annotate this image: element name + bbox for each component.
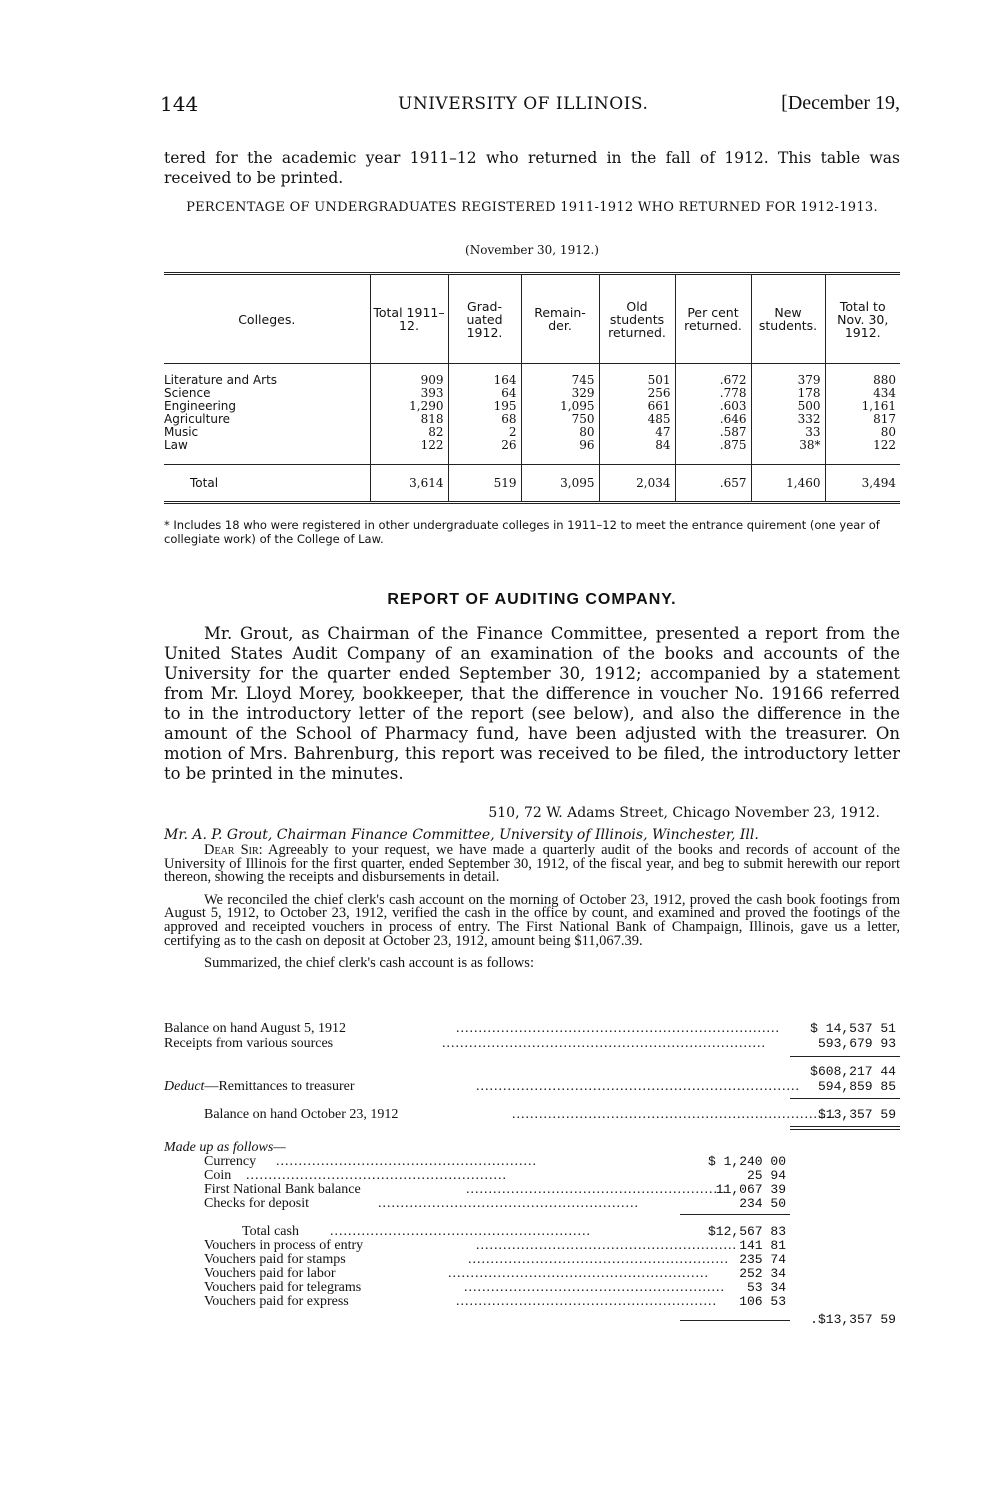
leader-dots: ........................................................................ (476, 1079, 800, 1094)
col-header-colleges: Colleges. (238, 311, 296, 327)
cell-total-nov: 434 (825, 387, 900, 400)
leader-dots: .......................................................... (330, 1224, 591, 1239)
col-header-graduated: Grad- uated 1912. (448, 274, 521, 364)
cell-old: 47 (599, 426, 675, 439)
account-line (164, 1196, 900, 1210)
report-paragraph (164, 624, 900, 784)
cell-new: 178 (751, 387, 825, 400)
cell-total: 1,290 (370, 400, 448, 413)
cell-new: 332 (751, 413, 825, 426)
cell-remainder: 1,095 (521, 400, 599, 413)
cell-percent: .587 (675, 426, 751, 439)
col-header-total-nov: Total to Nov. 30, 1912. (825, 274, 900, 364)
account-label: Receipts from various sources (164, 1036, 334, 1051)
dear-sir: Dear Sir: (204, 842, 263, 858)
cell-college: Total (164, 465, 370, 503)
sum-rule (680, 1214, 790, 1215)
cell-new: 500 (751, 400, 825, 413)
cell-percent: .646 (675, 413, 751, 426)
cell-old: 84 (599, 439, 675, 465)
footnote: * Includes 18 who were registered in other undergraduate colleges in 1911–12 to meet the entrance quirement (one year of collegiate work) of the College of Law. (164, 518, 880, 546)
leader-dots: .......................................................... (464, 1280, 725, 1295)
letter-paragraph (164, 844, 900, 885)
letter-address: 510, 72 W. Adams Street, Chicago November 23, 1912. (488, 805, 880, 821)
table-header-row (164, 274, 900, 364)
made-up-label: Made up as follows— (164, 1140, 286, 1155)
cell-graduated: 64 (448, 387, 521, 400)
account-label: Balance on hand August 5, 1912 (164, 1021, 346, 1036)
account-line (164, 1182, 900, 1196)
cell-new: 38* (751, 439, 825, 465)
cell-new: 33 (751, 426, 825, 439)
cell-total-nov: 122 (825, 439, 900, 465)
account-label: Vouchers paid for telegrams (204, 1280, 362, 1295)
table-row (164, 413, 900, 426)
running-header (160, 92, 900, 116)
account-amount: 234 50 (739, 1196, 786, 1211)
header-date: [December 19, (781, 92, 900, 114)
leader-dots: ........................................................................ (512, 1107, 836, 1122)
cell-new: 379 (751, 364, 825, 388)
cell-college: Engineering (164, 399, 236, 413)
cell-graduated: 519 (448, 465, 521, 503)
account-amount: $13,357 59 (817, 1107, 896, 1122)
cell-college: Music (164, 425, 199, 439)
running-title: UNIVERSITY OF ILLINOIS. (398, 94, 649, 114)
leader-dots: .......................................................... (476, 1238, 737, 1253)
total-rule (790, 1126, 900, 1127)
account-amount: 11,067 39 (715, 1182, 786, 1197)
made-up-heading (164, 1140, 900, 1154)
cell-total-nov: 817 (825, 413, 900, 426)
account-amount: $ 14,537 51 (810, 1021, 896, 1036)
leader-dots: .......................................................... (448, 1266, 709, 1281)
cell-total-nov: 880 (825, 364, 900, 388)
account-line (164, 1294, 900, 1308)
cell-remainder: 96 (521, 439, 599, 465)
table-total-row (164, 465, 900, 503)
account-line (164, 1168, 900, 1182)
letter-paragraph-1: Agreeably to your request, we have made a quarterly audit of the books and records of account of the University of Illinois for the first quarter, ended September 30, 1912, of the fiscal year, and beg to submit herewith our report thereon, showing the receipts and disbursements in detail. (164, 842, 900, 886)
leader-dots: .......................................................... (378, 1196, 639, 1211)
account-amount: $ 1,240 00 (707, 1154, 786, 1169)
cell-graduated: 164 (448, 364, 521, 388)
account-line (164, 1036, 900, 1050)
cell-remainder: 3,095 (521, 465, 599, 503)
account-label: Total cash (242, 1224, 299, 1239)
leader-dots: .......................................................... (466, 1182, 727, 1197)
cell-graduated: 2 (448, 426, 521, 439)
cell-graduated: 68 (448, 413, 521, 426)
cell-total-nov: 3,494 (825, 465, 900, 503)
intro-text: tered for the academic year 1911–12 who returned in the fall of 1912. This table was received to be printed. (164, 149, 900, 187)
account-amount: $608,217 44 (810, 1064, 896, 1079)
cell-old: 485 (599, 413, 675, 426)
returns-table (164, 272, 900, 504)
account-label: Vouchers paid for labor (204, 1266, 336, 1281)
account-label: First National Bank balance (204, 1182, 361, 1197)
leader-dots: .......................................................... (276, 1154, 537, 1169)
account-label: Currency (204, 1154, 257, 1169)
sum-rule (790, 1056, 900, 1057)
sum-rule (790, 1098, 900, 1099)
deduct-label: —Remittances to treasurer (204, 1079, 355, 1094)
account-line (164, 1154, 900, 1168)
letter-salutation: Mr. A. P. Grout, Chairman Finance Committee, University of Illinois, Winchester, Ill. (164, 827, 759, 843)
deduct-prefix: Deduct (164, 1079, 205, 1094)
col-header-total: Total 1911–12. (370, 274, 448, 364)
cell-college: Agriculture (164, 412, 230, 426)
cell-percent: .603 (675, 400, 751, 413)
table-date: (November 30, 1912.) (465, 243, 599, 257)
col-header-new-students: New students. (751, 274, 825, 364)
cell-remainder: 745 (521, 364, 599, 388)
cell-old: 256 (599, 387, 675, 400)
col-header-percent: Per cent returned. (675, 274, 751, 364)
account-amount: $12,567 83 (707, 1224, 786, 1239)
cell-total: 82 (370, 426, 448, 439)
report-paragraph-text: Mr. Grout, as Chairman of the Finance Committee, presented a report from the United States Audit Company of an examination of the books and accounts of the University for the quarter ended September 30, 1912; accompanied by a statement from Mr. Lloyd Morey, bookkeeper, that the difference in voucher No. 19166 referred to in the introductory letter of the report (see below), and also the difference in the amount of the School of Pharmacy fund, have been adjusted with the treasurer. On motion of Mrs. Bahrenburg, this report was received to be filed, the introductory letter to be printed in the minutes. (164, 624, 900, 783)
account-label: Coin (204, 1168, 232, 1183)
account-line (164, 1064, 900, 1078)
cell-total: 909 (370, 364, 448, 388)
cell-college: Science (164, 386, 211, 400)
account-line (164, 1021, 900, 1035)
table-row (164, 400, 900, 413)
cell-new: 1,460 (751, 465, 825, 503)
letter-body (164, 844, 900, 971)
account-line (164, 1312, 900, 1326)
account-amount: 252 34 (739, 1266, 786, 1281)
leader-dots: .......................................................... (468, 1252, 729, 1267)
account-label: Vouchers paid for stamps (204, 1252, 346, 1267)
section-title: REPORT OF AUDITING COMPANY. (387, 591, 677, 608)
col-header-old-students: Old students returned. (599, 274, 675, 364)
account-line (164, 1280, 900, 1294)
account-label (164, 1079, 355, 1095)
account-amount: 141 81 (739, 1238, 786, 1253)
account-amount: 593,679 93 (817, 1036, 896, 1051)
cell-college: Literature and Arts (164, 373, 278, 387)
account-label: Checks for deposit (204, 1196, 309, 1211)
table-row (164, 387, 900, 400)
cell-graduated: 195 (448, 400, 521, 413)
cell-remainder: 80 (521, 426, 599, 439)
cell-total: 818 (370, 413, 448, 426)
account-line (164, 1079, 900, 1093)
leader-dots: .......................................................... (456, 1294, 717, 1309)
cell-total: 122 (370, 439, 448, 465)
letter-paragraph-3: Summarized, the chief clerk's cash account is as follows: (204, 955, 534, 972)
table-title: PERCENTAGE OF UNDERGRADUATES REGISTERED 1911-1912 WHO RETURNED FOR 1912-1913. (186, 200, 878, 215)
cell-remainder: 329 (521, 387, 599, 400)
account-amount: 594,859 85 (817, 1079, 896, 1094)
account-line (164, 1238, 900, 1252)
leader-dots: ........................................................................ (456, 1021, 780, 1036)
account-line (164, 1252, 900, 1266)
letter-paragraph-2: We reconciled the chief clerk's cash account on the morning of October 23, 1912, proved the cash book footings from August 5, 1912, to October 23, 1912, verified the cash in the office by count, and examined and proved the footings of the approved and receipted vouchers in process of entry. The First National Bank of Champaign, Illinois, gave us a letter, certifying as to the cash on deposit at October 23, 1912, amount being $11,067.39. (164, 891, 900, 949)
cell-total: 3,614 (370, 465, 448, 503)
account-amount: 235 74 (739, 1252, 786, 1267)
account-amount: 25 94 (746, 1168, 786, 1183)
table-row (164, 439, 900, 465)
account-label: Balance on hand October 23, 1912 (204, 1107, 399, 1122)
account-line (164, 1107, 900, 1121)
account-label: Vouchers in process of entry (204, 1238, 364, 1253)
page-number: 144 (160, 92, 199, 116)
cell-total-nov: 1,161 (825, 400, 900, 413)
cell-old: 2,034 (599, 465, 675, 503)
cell-percent: .778 (675, 387, 751, 400)
cell-old: 501 (599, 364, 675, 388)
account-amount: 106 53 (739, 1294, 786, 1309)
cell-graduated: 26 (448, 439, 521, 465)
cell-percent: .875 (675, 439, 751, 465)
cell-old: 661 (599, 400, 675, 413)
account-label: Vouchers paid for express (204, 1294, 349, 1309)
account-line (164, 1224, 900, 1238)
cell-percent: .672 (675, 364, 751, 388)
col-header-remainder: Remain- der. (521, 274, 599, 364)
leader-dots: ........................................................................ (442, 1036, 766, 1051)
cell-total-nov: 80 (825, 426, 900, 439)
cell-college: Law (164, 438, 188, 452)
cell-percent: .657 (675, 465, 751, 503)
grand-total-amount: .$13,357 59 (810, 1312, 896, 1327)
total-rule (790, 1129, 900, 1130)
account-line (164, 1266, 900, 1280)
cell-remainder: 750 (521, 413, 599, 426)
account-amount: 53 34 (746, 1280, 786, 1295)
table-row (164, 426, 900, 439)
leader-dots: .......................................................... (246, 1168, 507, 1183)
table-row (164, 364, 900, 388)
cell-total: 393 (370, 387, 448, 400)
